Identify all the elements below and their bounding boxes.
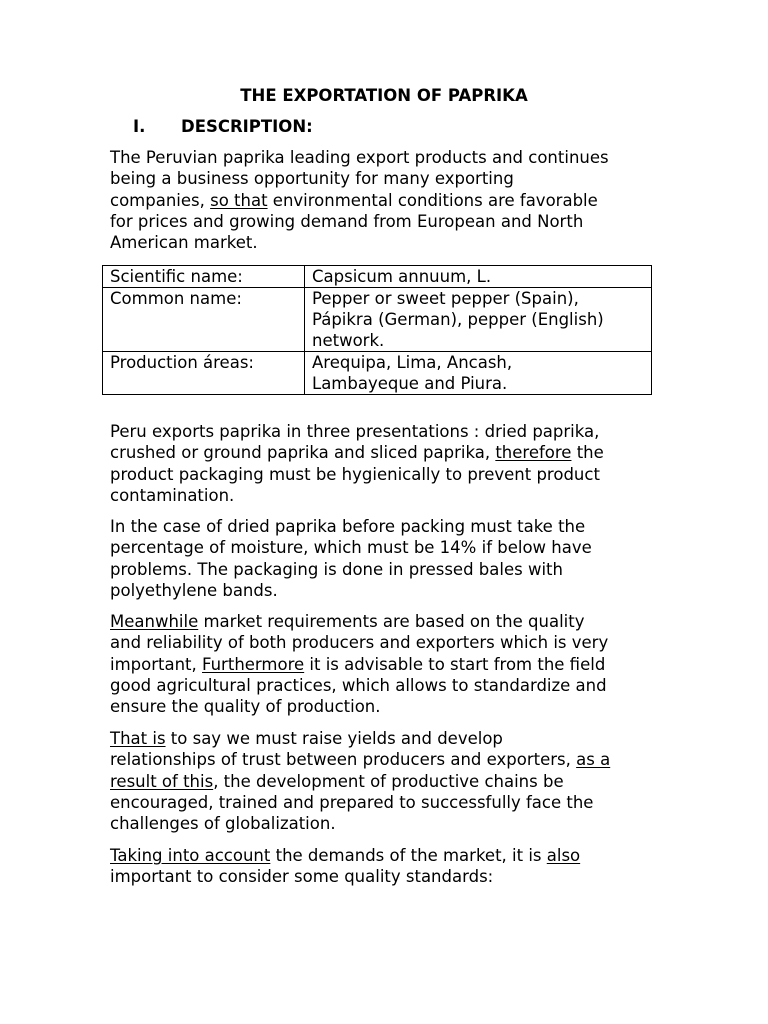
table-cell-label: Common name: xyxy=(103,288,305,352)
text-line: percentage of moisture, which must be 14% if below have xyxy=(110,538,592,558)
table-cell-label: Production áreas: xyxy=(103,352,305,395)
text-line: important to consider some quality standards: xyxy=(110,867,494,887)
text-line: result of this, the development of productive chains be xyxy=(110,771,564,791)
text-line: good agricultural practices, which allows to standardize and xyxy=(110,675,607,695)
text-line: crushed or ground paprika and sliced paprika, therefore the xyxy=(110,443,604,463)
paragraph-moisture xyxy=(110,516,662,601)
paprika-info-table xyxy=(102,265,652,395)
text-line: companies, so that environmental conditions are favorable xyxy=(110,190,598,210)
text-line: product packaging must be hygienically to prevent product xyxy=(110,464,600,484)
text-line: and reliability of both producers and exporters which is very xyxy=(110,633,609,653)
intro-paragraph xyxy=(110,147,662,253)
paragraph-yields xyxy=(110,728,662,834)
text-line: relationships of trust between producers and exporters, as a xyxy=(110,750,611,770)
section-title: DESCRIPTION: xyxy=(181,117,313,136)
paragraph-requirements xyxy=(110,611,662,717)
table-cell-value: Pepper or sweet pepper (Spain), Pápikra (German), pepper (English) network. xyxy=(305,288,652,352)
section-heading xyxy=(133,116,313,138)
table-cell-value: Arequipa, Lima, Ancash, Lambayeque and Piura. xyxy=(305,352,652,395)
text-line: important, Furthermore it is advisable to start from the field xyxy=(110,654,606,674)
text-line: Peru exports paprika in three presentations : dried paprika, xyxy=(110,422,600,441)
text-line: polyethylene bands. xyxy=(110,580,278,600)
text-line: being a business opportunity for many exporting xyxy=(110,169,514,189)
underlined-phrase: result of this xyxy=(110,771,214,791)
text-line: challenges of globalization. xyxy=(110,814,336,834)
underlined-phrase: Meanwhile xyxy=(110,612,199,631)
text-line: In the case of dried paprika before packing must take the xyxy=(110,517,586,536)
text-line: encouraged, trained and prepared to successfully face the xyxy=(110,792,594,812)
underlined-phrase: also xyxy=(546,846,581,865)
section-number: I. xyxy=(133,117,146,136)
table-row xyxy=(103,288,652,352)
underlined-phrase: as a xyxy=(576,750,611,770)
table-row xyxy=(103,352,652,395)
text-line: Meanwhile market requirements are based on the quality xyxy=(110,612,585,631)
text-line: contamination. xyxy=(110,485,235,505)
underlined-phrase: so that xyxy=(210,190,268,210)
table-row xyxy=(103,266,652,288)
text-line: American market. xyxy=(110,233,258,253)
table-cell-label: Scientific name: xyxy=(103,266,305,288)
underlined-phrase: That is xyxy=(110,729,166,748)
underlined-phrase: Furthermore xyxy=(202,654,305,674)
text-line: That is to say we must raise yields and develop xyxy=(110,729,503,748)
paragraph-presentations xyxy=(110,421,662,506)
text-line: Taking into account the demands of the market, it is also xyxy=(110,846,581,865)
text-line: for prices and growing demand from European and North xyxy=(110,211,584,231)
underlined-phrase: therefore xyxy=(495,443,572,463)
text-line: ensure the quality of production. xyxy=(110,697,381,717)
table-cell-value: Capsicum annuum, L. xyxy=(305,266,652,288)
document-title: THE EXPORTATION OF PAPRIKA xyxy=(240,86,528,105)
text-line: problems. The packaging is done in pressed bales with xyxy=(110,559,563,579)
paragraph-standards xyxy=(110,845,662,888)
underlined-phrase: Taking into account xyxy=(110,846,271,865)
text-line: The Peruvian paprika leading export products and continues xyxy=(110,148,609,167)
